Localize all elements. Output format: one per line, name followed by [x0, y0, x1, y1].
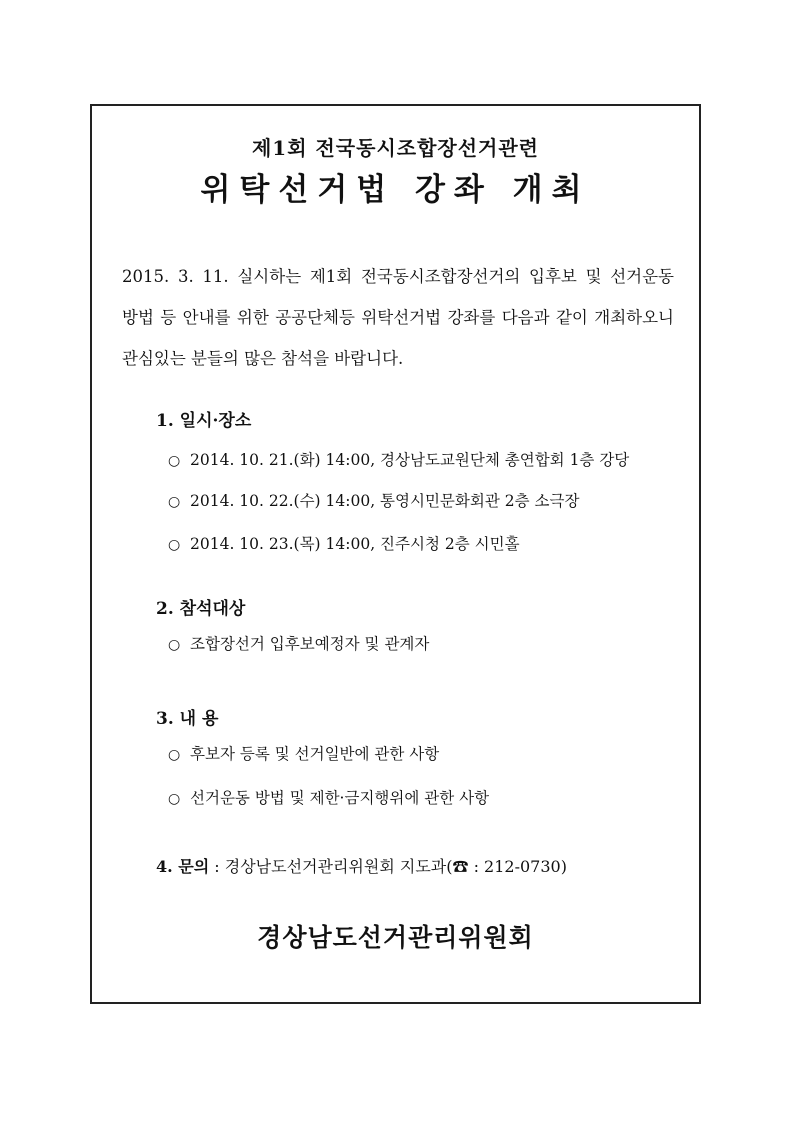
- list-item: [168, 489, 579, 511]
- bullet-icon: ○: [168, 537, 181, 553]
- list-item: [168, 448, 629, 470]
- bullet-icon: ○: [168, 453, 181, 469]
- attendee-item-1: 조합장선거 입후보예정자 및 관계자: [190, 635, 430, 653]
- bullet-icon: ○: [168, 637, 181, 653]
- schedule-item-1: 2014. 10. 21.(화) 14:00, 경상남도교원단체 총연합회 1층 강당: [190, 451, 630, 469]
- list-item: [168, 532, 520, 554]
- content-item-2: 선거운동 방법 및 제한·금지행위에 관한 사항: [190, 789, 490, 807]
- list-item: [168, 786, 489, 808]
- schedule-item-3: 2014. 10. 23.(목) 14:00, 진주시청 2층 시민홀: [190, 535, 520, 553]
- bullet-icon: ○: [168, 791, 181, 807]
- contact-line: [156, 854, 567, 877]
- intro-paragraph: 2015. 3. 11. 실시하는 제1회 전국동시조합장선거의 입후보 및 선거운동 방법 등 안내를 위한 공공단체등 위탁선거법 강좌를 다음과 같이 개최하오니 관심있는 분들의 많은 참석을 바랍니다.: [122, 267, 674, 368]
- schedule-item-2: 2014. 10. 22.(수) 14:00, 통영시민문화회관 2층 소극장: [190, 492, 580, 510]
- section-heading-contents: 3. 내 용: [156, 709, 219, 729]
- notice-subtitle: 제1회 전국동시조합장선거관련: [251, 136, 540, 160]
- bullet-icon: ○: [168, 494, 181, 510]
- content-item-1: 후보자 등록 및 선거일반에 관한 사항: [190, 745, 440, 763]
- section-heading-schedule: 1. 일시·장소: [156, 411, 252, 431]
- contact-label: 4. 문의: [156, 857, 210, 876]
- contact-separator: :: [214, 857, 220, 876]
- contact-text: 경상남도선거관리위원회 지도과(☎ : 212-0730): [224, 857, 567, 876]
- list-item: [168, 632, 429, 654]
- notice-title: 위탁선거법 강좌 개최: [200, 172, 591, 208]
- notice-frame: [90, 104, 701, 1004]
- organization-name: 경상남도선거관리위원회: [257, 923, 534, 952]
- list-item: [168, 742, 439, 764]
- section-heading-attendees: 2. 참석대상: [156, 599, 246, 619]
- bullet-icon: ○: [168, 747, 181, 763]
